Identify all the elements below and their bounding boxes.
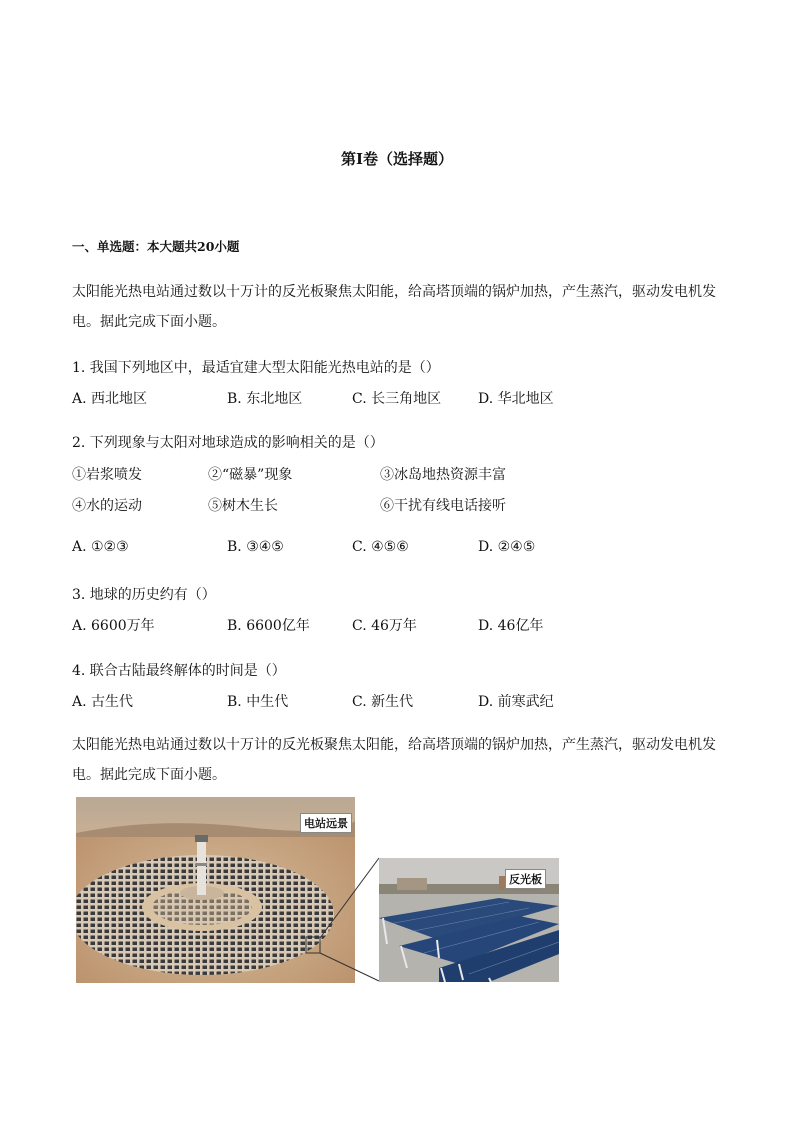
q2-option-c: C. ④⑤⑥ — [352, 539, 409, 555]
question-2-stem: 2. 下列现象与太阳对地球造成的影响相关的是（） — [72, 435, 384, 451]
page-title: 第I卷（选择题） — [340, 150, 454, 168]
q2-option-b: B. ③④⑤ — [227, 539, 284, 555]
section-heading: 一、单选题：本大题共20小题 — [72, 239, 240, 254]
power-station-label: 电站远景 — [300, 813, 352, 833]
question-1-stem: 1. 我国下列地区中，最适宜建大型太阳能光热电站的是（） — [72, 360, 440, 376]
q1-option-c: C. 长三角地区 — [352, 391, 442, 407]
q2-item-3: ③冰岛地热资源丰富 — [380, 467, 506, 483]
question-3-stem: 3. 地球的历史约有（） — [72, 587, 216, 603]
q2-item-2: ②“磁暴”现象 — [208, 467, 293, 483]
q2-item-1: ①岩浆喷发 — [72, 467, 142, 483]
q1-option-b: B. 东北地区 — [227, 391, 303, 407]
q2-item-6: ⑥干扰有线电话接听 — [380, 498, 506, 514]
q4-option-c: C. 新生代 — [352, 694, 414, 710]
q4-option-a: A. 古生代 — [72, 694, 134, 710]
q1-option-a: A. 西北地区 — [72, 391, 148, 407]
q4-option-b: B. 中生代 — [227, 694, 289, 710]
q2-option-d: D. ②④⑤ — [478, 539, 536, 555]
q2-option-a: A. ①②③ — [72, 539, 129, 555]
figure — [76, 797, 560, 983]
question-4-stem: 4. 联合古陆最终解体的时间是（） — [72, 663, 286, 679]
intro-paragraph-2: 太阳能光热电站通过数以十万计的反光板聚焦太阳能，给高塔顶端的锅炉加热，产生蒸汽，驱动发电机发电。据此完成下面小题。 — [72, 737, 716, 783]
q2-item-4: ④水的运动 — [72, 498, 142, 514]
q4-option-d: D. 前寒武纪 — [478, 694, 554, 710]
reflector-panel-label: 反光板 — [505, 869, 546, 889]
q3-option-c: C. 46万年 — [352, 618, 417, 634]
q2-item-5: ⑤树木生长 — [208, 498, 278, 514]
q3-option-a: A. 6600万年 — [72, 618, 155, 634]
q1-option-d: D. 华北地区 — [478, 391, 554, 407]
intro-paragraph-1: 太阳能光热电站通过数以十万计的反光板聚焦太阳能，给高塔顶端的锅炉加热，产生蒸汽，驱动发电机发电。据此完成下面小题。 — [72, 284, 716, 330]
q3-option-d: D. 46亿年 — [478, 618, 544, 634]
q3-option-b: B. 6600亿年 — [227, 618, 310, 634]
reflector-panel-photo — [379, 858, 559, 982]
